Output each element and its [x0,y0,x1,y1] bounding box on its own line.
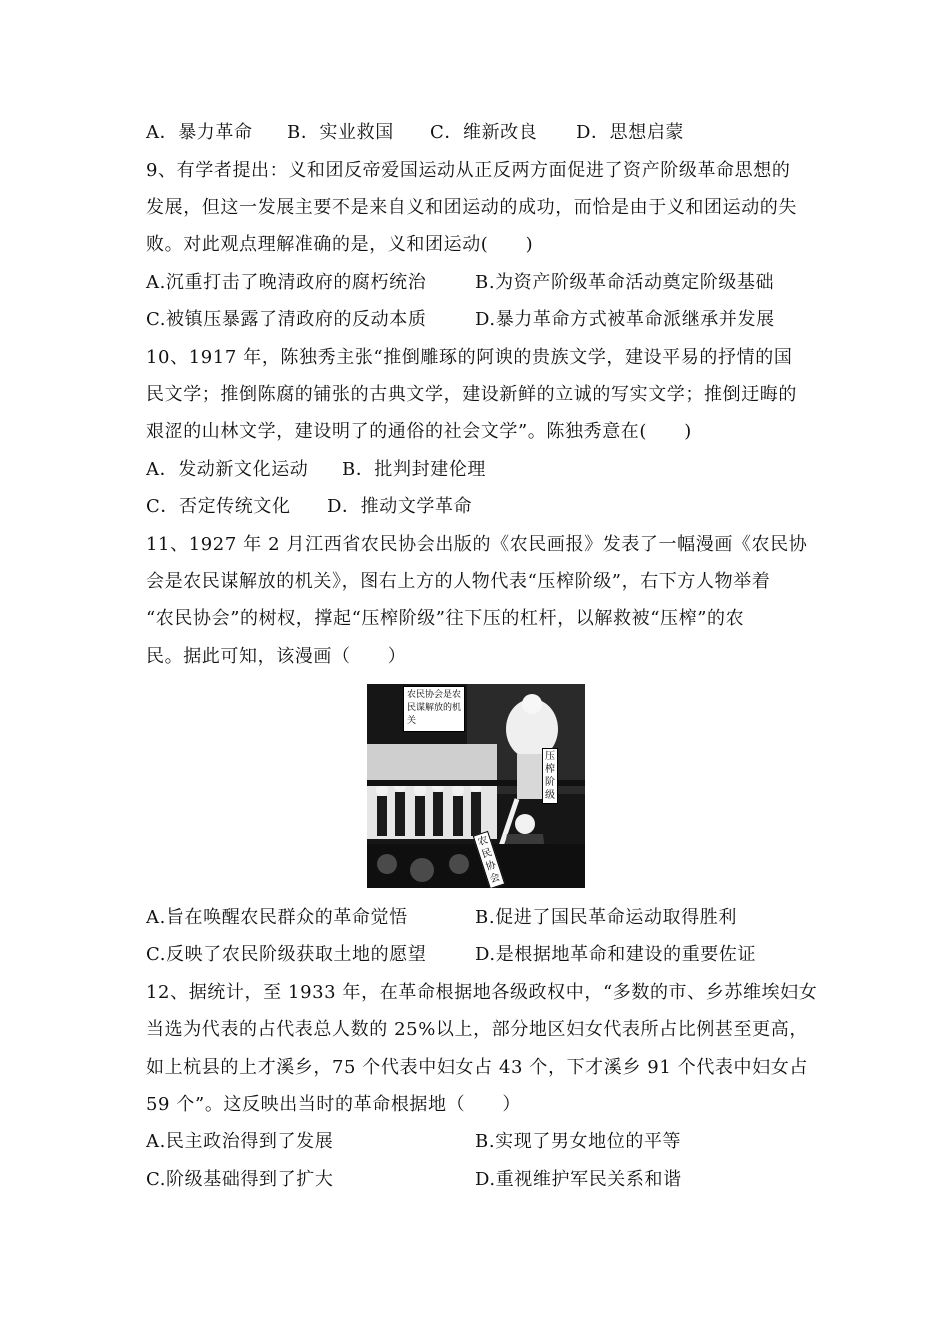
q9-options-ab [146,271,775,295]
cartoon-sign: 农民协会是农民谋解放的机关 [403,686,465,732]
q10-option-b: B．批判封建伦理 [342,459,487,480]
q10-stem-line-2: 民文学；推倒陈腐的铺张的古典文学，建设新鲜的立诚的写实文学；推倒迂晦的 [146,384,797,405]
q10-option-c: C．否定传统文化 [146,496,291,517]
q12-option-c: C.阶级基础得到了扩大 [146,1169,334,1190]
q11-options-cd [146,943,757,967]
q9-option-a: A.沉重打击了晚清政府的腐朽统治 [146,272,427,293]
q11-stem-line-2: 会是农民谋解放的机关》，图右上方的人物代表“压榨阶级”，右下方人物举着 [146,571,771,592]
q12-option-d: D.重视维护军民关系和谐 [475,1169,682,1190]
q11-option-b: B.促进了国民革命运动取得胜利 [475,907,737,928]
q11-option-a: A.旨在唤醒农民群众的革命觉悟 [146,907,408,928]
peasant-association-cartoon [367,684,585,888]
q8-option-c: C．维新改良 [430,122,538,143]
q12-options-cd [146,1168,682,1192]
q9-stem-line-3: 败。对此观点理解准确的是，义和团运动( ) [146,234,534,255]
cartoon-label-peasant: 农民协会 [473,831,506,888]
q9-option-d: D.暴力革命方式被革命派继承并发展 [475,309,775,330]
q9-option-b: B.为资产阶级革命活动奠定阶级基础 [475,272,775,293]
q11-options-ab [146,906,737,930]
q12-stem-line-4: 59 个”。这反映出当时的革命根据地（ ） [146,1094,522,1115]
q9-option-c: C.被镇压暴露了清政府的反动本质 [146,309,427,330]
q12-stem-line-2: 当选为代表的占代表总人数的 25%以上，部分地区妇女代表所占比例甚至更高， [146,1019,808,1040]
q8-option-b: B．实业救国 [287,122,394,143]
q9-stem-line-2: 发展，但这一发展主要不是来自义和团运动的成功，而恰是由于义和团运动的失 [146,197,797,218]
cartoon-label-oppressor: 压榨阶级 [542,748,558,804]
q12-options-ab [146,1130,682,1154]
q10-stem-line-1: 10、1917 年，陈独秀主张“推倒雕琢的阿谀的贵族文学，建设平易的抒情的国 [146,347,793,368]
q12-option-b: B.实现了男女地位的平等 [475,1131,682,1152]
q8-option-a: A．暴力革命 [146,122,253,143]
q10-stem-line-3: 艰涩的山林文学，建设明了的通俗的社会文学”。陈独秀意在( ) [146,421,692,442]
q11-stem-line-3: “农民协会”的树杈，撑起“压榨阶级”往下压的杠杆，以解救被“压榨”的农 [146,608,745,629]
q9-options-cd [146,308,775,332]
q8-options [146,121,684,145]
q11-option-d: D.是根据地革命和建设的重要佐证 [475,944,757,965]
q11-stem-line-1: 11、1927 年 2 月江西省农民协会出版的《农民画报》发表了一幅漫画《农民协 [146,534,808,555]
q10-option-a: A．发动新文化运动 [146,459,309,480]
q9-stem-line-1: 9、有学者提出：义和团反帝爱国运动从正反两方面促进了资产阶级革命思想的 [146,160,791,181]
q10-options-cd [146,495,472,519]
q10-option-d: D．推动文学革命 [327,496,473,517]
q12-option-a: A.民主政治得到了发展 [146,1131,334,1152]
q12-stem-line-3: 如上杭县的上才溪乡，75 个代表中妇女占 43 个，下才溪乡 91 个代表中妇女占 [146,1057,808,1078]
q11-stem-line-4: 民。据此可知，该漫画（ ） [146,646,407,667]
q12-stem-line-1: 12、据统计，至 1933 年，在革命根据地各级政权中，“多数的市、乡苏维埃妇女 [146,982,818,1003]
q11-option-c: C.反映了农民阶级获取土地的愿望 [146,944,427,965]
q8-option-d: D．思想启蒙 [576,122,685,143]
q10-options-ab [146,458,486,482]
